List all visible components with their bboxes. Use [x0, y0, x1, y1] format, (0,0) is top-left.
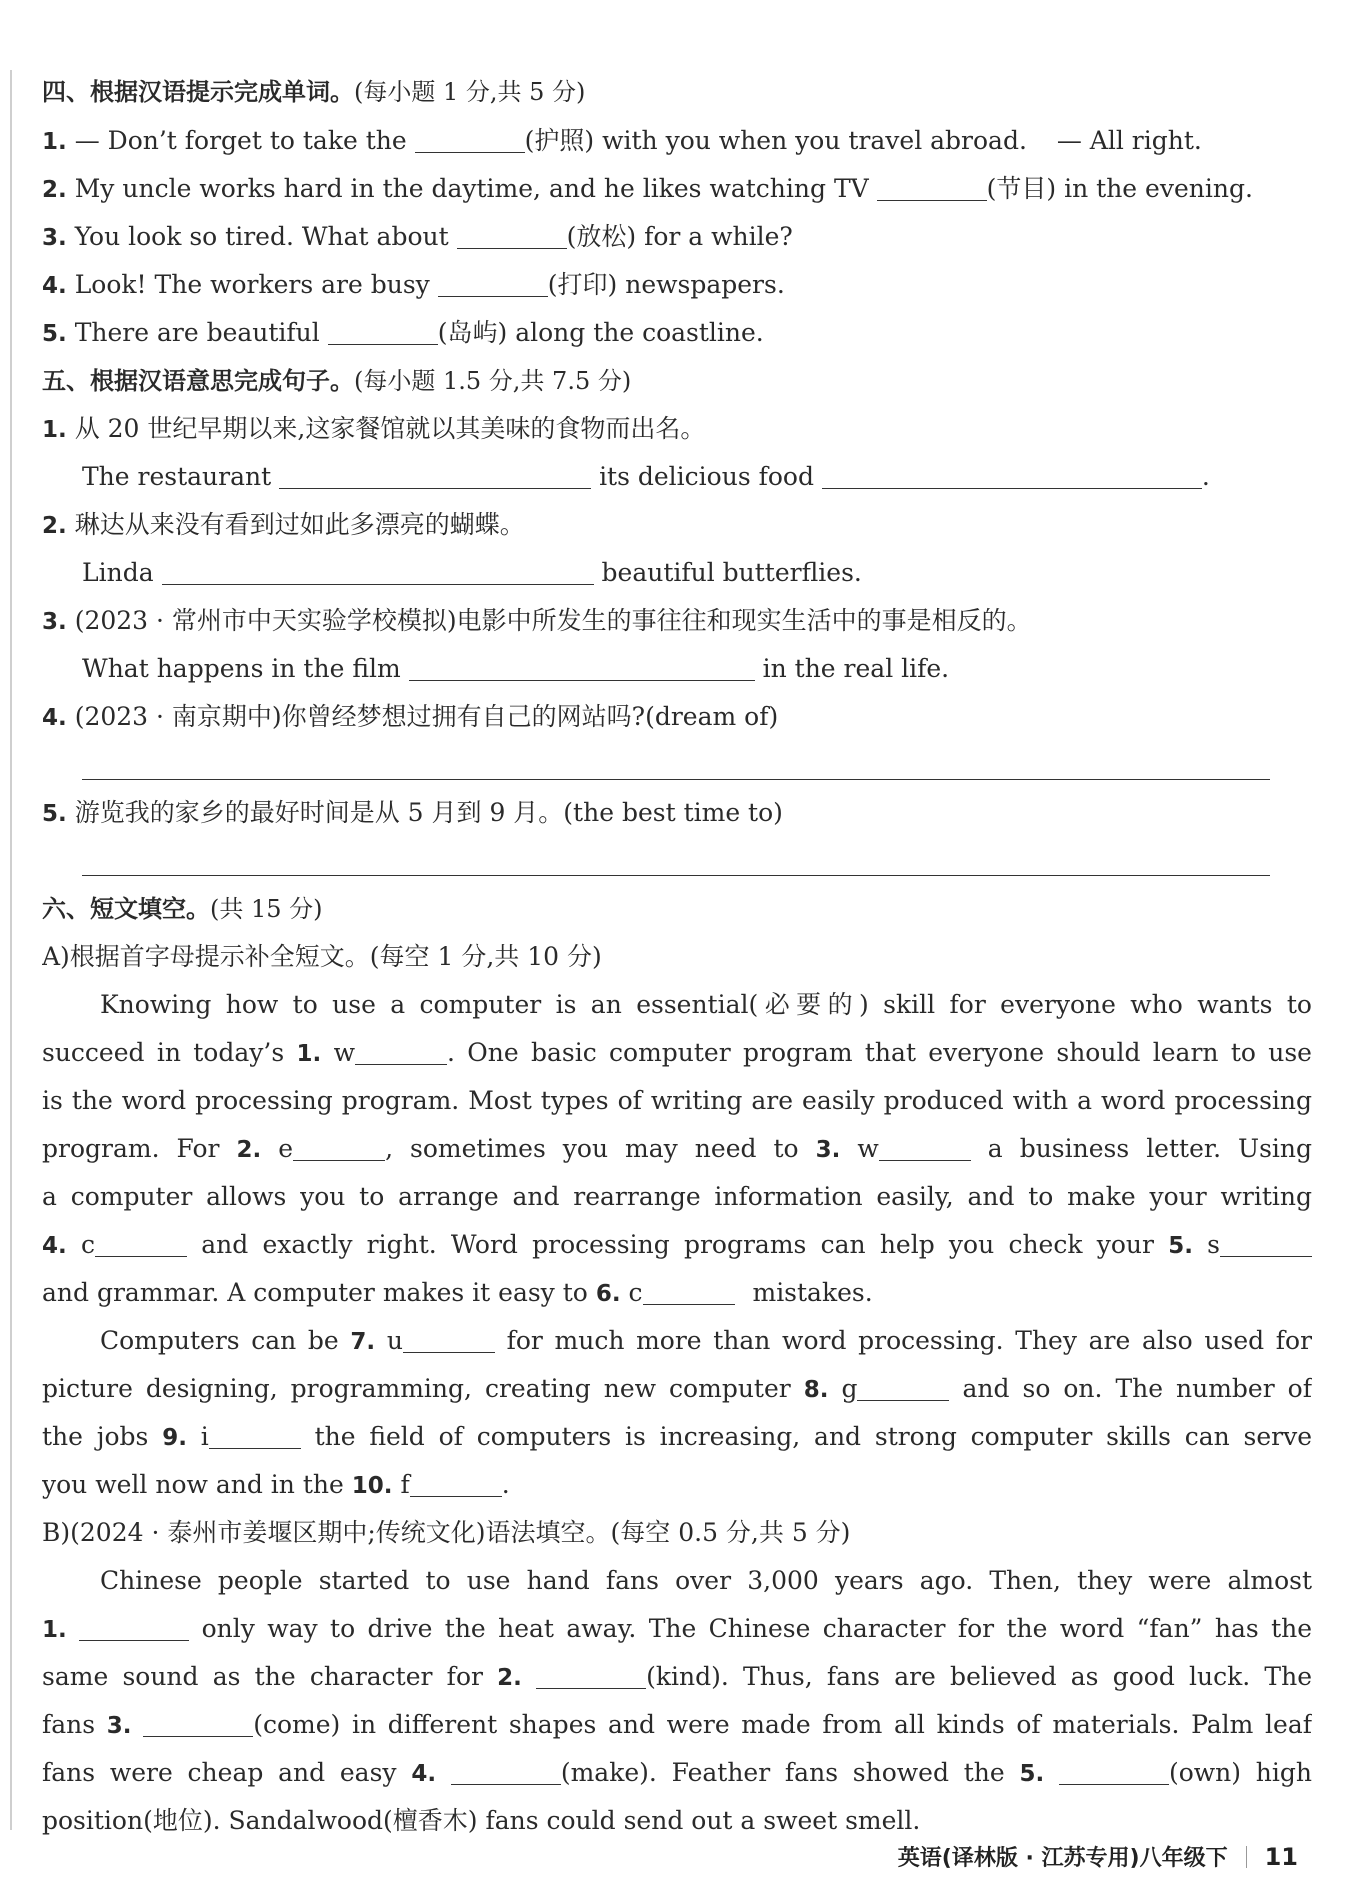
part-b-line: fans 3. (come) in different shapes and were made from all kinds of materials. Palm leaf: [42, 1710, 1312, 1739]
s4-question-3: 3. You look so tired. What about (放松) for a while?: [42, 222, 793, 251]
s4-question-5: 5. There are beautiful (岛屿) along the coastline.: [42, 318, 764, 347]
s5-question-3-en: What happens in the film in the real life.: [82, 654, 950, 683]
answer-blank[interactable]: [457, 224, 567, 249]
s5-question-4-cn: 4. (2023 · 南京期中)你曾经梦想过拥有自己的网站吗?(dream of): [42, 702, 779, 731]
section4-title: 四、根据汉语提示完成单词。: [42, 78, 354, 106]
answer-blank[interactable]: [415, 128, 525, 153]
page-number: 11: [1264, 1843, 1298, 1871]
s5-question-2-cn: 2. 琳达从来没有看到过如此多漂亮的蝴蝶。: [42, 510, 525, 539]
answer-blank[interactable]: [279, 464, 591, 489]
part-a-line: succeed in today’s 1. w . One basic computer program that everyone should learn to use: [42, 1038, 1312, 1067]
answer-blank[interactable]: [822, 464, 1202, 489]
part-b-line: Chinese people started to use hand fans over 3,000 years ago. Then, they were almost: [100, 1566, 1312, 1595]
answer-blank[interactable]: [403, 1328, 495, 1353]
section6-title: 六、短文填空。: [42, 895, 210, 923]
s4-question-1: 1. — Don’t forget to take the (护照) with you when you travel abroad. — All right.: [42, 126, 1202, 155]
part-b-line: position(地位). Sandalwood(檀香木) fans could send out a sweet smell.: [42, 1806, 921, 1835]
answer-blank[interactable]: [143, 1712, 253, 1737]
part-a-line: the jobs 9. i the field of computers is increasing, and strong computer skills can serve: [42, 1422, 1312, 1451]
answer-blank[interactable]: [643, 1280, 735, 1305]
margin-rule: [10, 70, 12, 1830]
s4-question-4: 4. Look! The workers are busy (打印) newspapers.: [42, 270, 785, 299]
part-a-line: Knowing how to use a computer is an essential(必要的) skill for everyone who wants to: [100, 990, 1312, 1019]
part-b-line: 1. only way to drive the heat away. The Chinese character for the word “fan” has the: [42, 1614, 1312, 1643]
section5-note: (每小题 1.5 分,共 7.5 分): [354, 367, 632, 395]
section4-note: (每小题 1 分,共 5 分): [354, 78, 586, 106]
section4-heading: [42, 72, 1312, 112]
answer-blank[interactable]: [328, 320, 438, 345]
part-a-line: picture designing, programming, creating new computer 8. g and so on. The number of: [42, 1374, 1312, 1403]
answer-blank[interactable]: [79, 1616, 189, 1641]
book-title: 英语(译林版 · 江苏专用)八年级下: [897, 1846, 1228, 1871]
section5-title: 五、根据汉语意思完成句子。: [42, 367, 354, 395]
s5-question-3-cn: 3. (2023 · 常州市中天实验学校模拟)电影中所发生的事往往和现实生活中的事是相反的。: [42, 606, 1032, 635]
section5-heading: [42, 361, 1312, 401]
s5-question-1-en: The restaurant its delicious food .: [82, 462, 1210, 491]
answer-blank[interactable]: [1059, 1760, 1169, 1785]
part-b-title: B)(2024 · 泰州市姜堰区期中;传统文化)语法填空。(每空 0.5 分,共 5 分): [42, 1518, 851, 1547]
answer-line-q4[interactable]: [82, 778, 1270, 780]
answer-blank[interactable]: [162, 560, 594, 585]
answer-blank[interactable]: [451, 1760, 561, 1785]
part-a-line: 4. c and exactly right. Word processing programs can help you check your 5. s: [42, 1225, 1312, 1265]
answer-blank[interactable]: [879, 1136, 971, 1161]
s5-question-5-cn: 5. 游览我的家乡的最好时间是从 5 月到 9 月。(the best time to): [42, 798, 783, 827]
answer-blank[interactable]: [293, 1136, 385, 1161]
answer-blank[interactable]: [409, 656, 755, 681]
answer-blank[interactable]: [877, 176, 987, 201]
answer-blank[interactable]: [355, 1040, 447, 1065]
part-b-line: same sound as the character for 2. (kind). Thus, fans are believed as good luck. The: [42, 1662, 1312, 1691]
answer-blank[interactable]: [857, 1376, 949, 1401]
s5-question-2-en: Linda beautiful butterflies.: [82, 558, 862, 587]
part-a-title: A)根据首字母提示补全短文。(每空 1 分,共 10 分): [42, 942, 602, 971]
answer-line-q5[interactable]: [82, 874, 1270, 876]
footer-divider: [1246, 1846, 1247, 1868]
part-a-line: is the word processing program. Most types of writing are easily produced with a word processing: [42, 1086, 1312, 1115]
answer-blank[interactable]: [95, 1232, 187, 1257]
part-a-line: and grammar. A computer makes it easy to 6. c mistakes.: [42, 1278, 873, 1307]
answer-blank[interactable]: [438, 272, 548, 297]
part-a-line: a computer allows you to arrange and rearrange information easily, and to make your writing: [42, 1182, 1312, 1211]
part-b-line: fans were cheap and easy 4. (make). Feather fans showed the 5. (own) high: [42, 1758, 1312, 1787]
answer-blank[interactable]: [1220, 1232, 1312, 1257]
part-a-line: Computers can be 7. u for much more than word processing. They are also used for: [100, 1326, 1312, 1355]
answer-blank[interactable]: [536, 1664, 646, 1689]
s4-question-2: 2. My uncle works hard in the daytime, and he likes watching TV (节目) in the evening.: [42, 174, 1253, 203]
section6-note: (共 15 分): [210, 895, 323, 923]
part-a-line: you well now and in the 10. f .: [42, 1470, 510, 1499]
answer-blank[interactable]: [209, 1424, 301, 1449]
s5-question-1-cn: 1. 从 20 世纪早期以来,这家餐馆就以其美味的食物而出名。: [42, 414, 706, 443]
answer-blank[interactable]: [410, 1472, 502, 1497]
section6-heading: [42, 889, 1312, 929]
part-a-line: program. For 2. e , sometimes you may need to 3. w a business letter. Using: [42, 1134, 1312, 1163]
page-footer: [898, 1837, 1298, 1877]
